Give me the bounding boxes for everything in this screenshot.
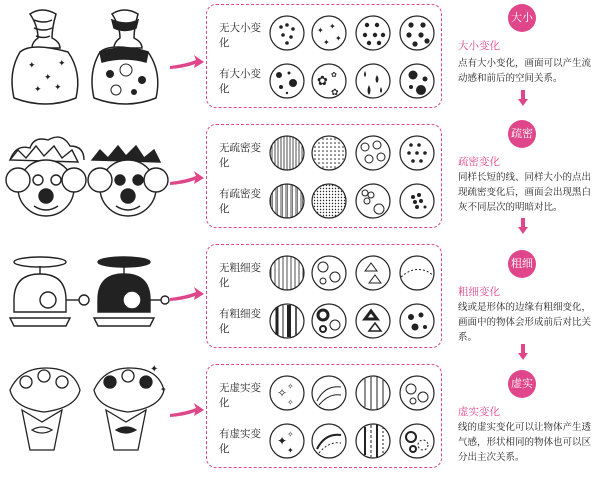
pink-arrow-icon	[166, 52, 206, 74]
badge-sharpness: 虚实	[508, 370, 536, 398]
row-label-no-sharpness-change: 无虚实变化	[219, 382, 261, 409]
svg-text:✿: ✿	[331, 71, 337, 79]
svg-text:✦: ✦	[329, 22, 336, 31]
swatches-row-uniform-density	[265, 133, 439, 173]
svg-text:✦: ✦	[335, 34, 342, 43]
svg-text:✦: ✦	[34, 85, 42, 95]
desc-density	[458, 120, 596, 228]
swatches-row-varied-sharpness	[265, 421, 439, 461]
desc-thickness	[458, 250, 596, 350]
row-label-thickness-change: 有粗细变化	[219, 308, 261, 335]
illustration-column	[0, 0, 170, 483]
badge-thickness: 粗细	[508, 250, 536, 278]
panel-density	[206, 124, 442, 228]
row-label-size-change: 有大小变化	[219, 68, 261, 95]
svg-text:✿: ✿	[331, 88, 339, 98]
desc-title-size: 大小变化	[458, 40, 500, 52]
desc-text-size: 点有大小变化，画面可以产生流动感和前后的空间关系。	[458, 58, 592, 84]
svg-text:✦: ✦	[317, 26, 324, 35]
svg-text:✧: ✧	[287, 430, 294, 439]
pink-arrow-icon	[166, 400, 206, 422]
down-arrow-icon	[518, 90, 528, 106]
swatches-row-uniform-sharpness	[265, 373, 439, 413]
svg-text:✦: ✦	[160, 385, 167, 394]
row-label-no-size-change: 无大小变化	[219, 22, 261, 49]
clown-face-right	[88, 146, 168, 216]
swatches-row-uniform-thickness	[265, 253, 439, 293]
swatches-row-varied-size	[265, 61, 439, 101]
svg-text:✦: ✦	[54, 83, 62, 93]
svg-text:✦: ✦	[277, 434, 288, 448]
pink-arrow-icon	[166, 168, 206, 190]
row-label-density-change: 有疏密变化	[219, 188, 261, 215]
svg-text:✧: ✧	[277, 386, 288, 400]
row-label-no-thickness-change: 无粗细变化	[219, 262, 261, 289]
desc-title-thickness: 粗细变化	[458, 286, 500, 298]
bouquet-left	[10, 368, 80, 450]
svg-text:✦: ✦	[44, 73, 52, 83]
desc-text-sharpness: 线的虚实变化可以让物体产生透气感，形状相同的物体也可以区分出主次关系。	[458, 422, 592, 463]
desc-sharpness	[458, 370, 596, 480]
desc-text-density: 同样长短的线、同样大小的点出现疏密变化后，画面会出现黑白灰不同层次的明暗对比。	[458, 172, 592, 213]
desc-title-sharpness: 虚实变化	[458, 406, 500, 418]
helicopter-left	[10, 257, 89, 326]
svg-text:✦: ✦	[150, 364, 159, 375]
helicopter-right	[94, 257, 169, 326]
bouquet-right	[94, 364, 167, 450]
panel-size	[206, 4, 442, 108]
badge-density: 疏密	[508, 120, 536, 148]
panel-sharpness	[206, 364, 442, 468]
clown-face-left	[6, 137, 86, 216]
down-arrow-icon	[518, 218, 528, 234]
badge-size: 大小	[508, 4, 536, 32]
swatches-row-varied-density	[265, 181, 439, 221]
desc-title-density: 疏密变化	[458, 156, 500, 168]
row-label-no-density-change: 无疏密变化	[219, 142, 261, 169]
down-arrow-icon	[518, 344, 528, 360]
desc-size	[458, 4, 596, 112]
svg-text:✦: ✦	[28, 61, 36, 71]
svg-text:✧: ✧	[287, 382, 294, 391]
svg-text:✦: ✦	[287, 446, 294, 455]
svg-text:✦: ✦	[58, 59, 66, 69]
svg-text:✦: ✦	[323, 38, 330, 47]
patterned-sack-illustration	[92, 10, 158, 104]
desc-text-thickness: 线或是形体的边缘有粗细变化，画面中的物体会形成前后对比关系。	[458, 302, 592, 343]
panel-thickness	[206, 244, 442, 348]
swatches-row-varied-thickness	[265, 301, 439, 341]
swatches-row-uniform-size	[265, 13, 439, 53]
pink-arrow-icon	[166, 284, 206, 306]
svg-text:✧: ✧	[287, 398, 294, 407]
row-label-sharpness-change: 有虚实变化	[219, 428, 261, 455]
svg-text:✿: ✿	[317, 74, 328, 89]
plain-sack-illustration	[12, 10, 78, 104]
